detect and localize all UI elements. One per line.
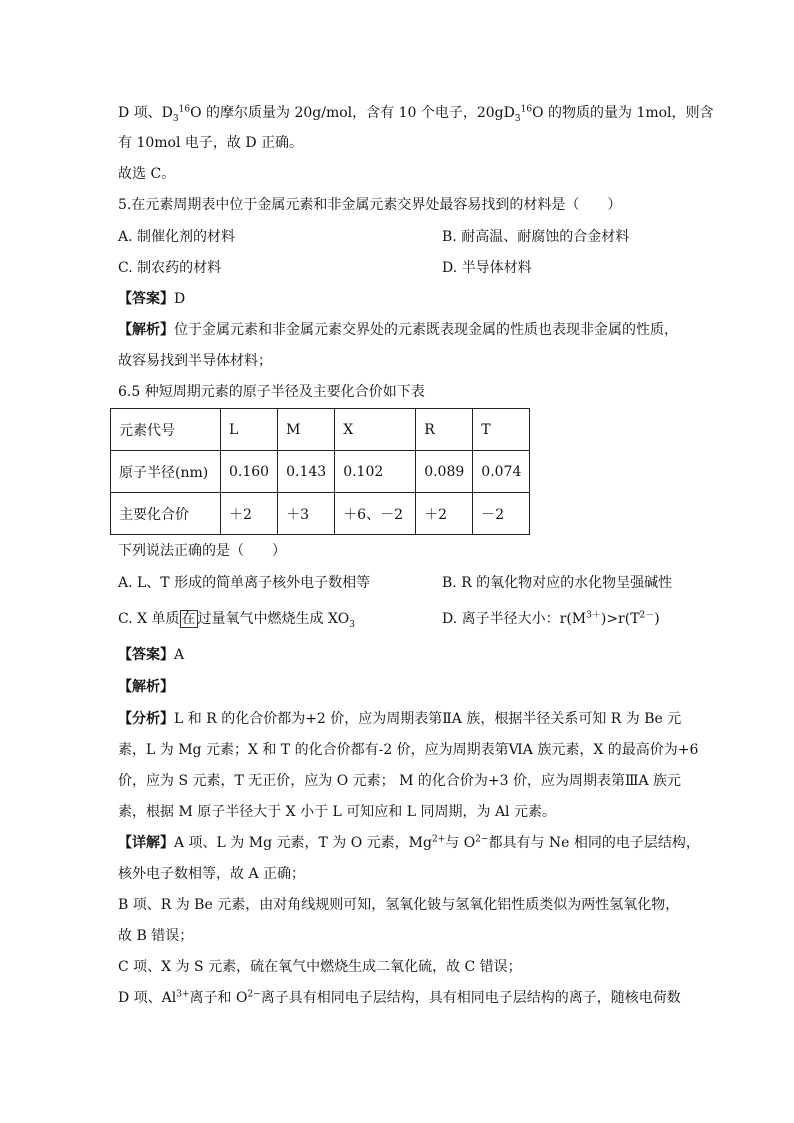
answer-value: A: [174, 647, 185, 663]
table-cell: T: [473, 409, 530, 451]
table-cell: 0.143: [278, 451, 335, 493]
element-table: [110, 408, 530, 535]
q6-option-a: A. L、T 形成的简单离子核外电子数相等: [118, 575, 371, 591]
subscript: 3: [514, 113, 521, 124]
table-cell: 元素代号: [111, 409, 221, 451]
q5-option-a: A. 制催化剂的材料: [118, 229, 236, 245]
table-cell: 0.089: [416, 451, 473, 493]
analysis-label: 【解析】: [118, 322, 174, 338]
table-cell: 主要化合价: [111, 493, 221, 535]
table-row: [111, 493, 530, 535]
analysis-text: 位于金属元素和非金属元素交界处的元素既表现金属的性质也表现非金属的性质，: [174, 322, 678, 338]
q5-stem: 5.在元素周期表中位于金属元素和非金属元素交界处最容易找到的材料是（ ）: [118, 197, 622, 213]
table-cell: 0.160: [221, 451, 278, 493]
q5-answer: [118, 289, 185, 309]
subscript: 3: [349, 619, 355, 630]
q6-option-b: B. R 的氧化物对应的水化物呈强碱性: [442, 575, 673, 591]
text: 与 O: [445, 835, 476, 851]
d-analysis-line-2: 有 10mol 电子，故 D 正确。: [118, 135, 304, 151]
table-cell: 原子半径(nm): [111, 451, 221, 493]
q6-fenxi-1: [118, 709, 681, 729]
fenxi-label: 【分析】: [118, 711, 174, 727]
xiangjie-label: 【详解】: [118, 835, 174, 851]
text: ): [654, 611, 660, 627]
q6-xiangjie-a1: [118, 833, 700, 853]
superscript: 16: [178, 104, 191, 115]
superscript: 16: [520, 104, 533, 115]
q6-xiangjie-a2: 核外电子数相等，故 A 正确；: [118, 866, 306, 882]
table-cell: L: [221, 409, 278, 451]
text: 过量氧气中燃烧生成 XO: [197, 611, 350, 627]
q6-fenxi-3: 价，应为 S 元素，T 无正价，应为 O 元素； M 的化合价为+3 价，应为周期表第ⅢA 族元: [118, 773, 682, 789]
q6-xiangjie-c: C 项、X 为 S 元素，硫在氧气中燃烧生成二氧化硫，故 C 错误；: [118, 959, 522, 975]
text: L 和 R 的化合价都为+2 价，应为周期表第ⅡA 族，根据半径关系可知 R 为 Be 元: [174, 711, 682, 727]
superscript: 2−: [247, 989, 261, 1000]
text: D. 离子半径大小：r(M: [442, 611, 587, 627]
superscript: 2－: [639, 610, 655, 621]
superscript: 2−: [475, 834, 489, 845]
superscript: 3+: [176, 989, 190, 1000]
answer-value: D: [174, 291, 186, 307]
superscript: 3＋: [586, 610, 601, 621]
table-cell: ＋2: [221, 493, 278, 535]
q6-answer: [118, 645, 184, 665]
subscript: 3: [172, 113, 179, 124]
text: 都具有与 Ne 相同的电子层结构，: [488, 835, 700, 851]
q5-option-c: C. 制农药的材料: [118, 260, 222, 276]
text: 离子具有相同电子层结构，具有相同电子层结构的离子，随核电荷数: [260, 990, 681, 1006]
text: D 项、Al: [118, 990, 177, 1006]
text: )>r(T: [600, 611, 640, 627]
text: 离子和 O: [189, 990, 248, 1006]
q6-xiangjie-d: [118, 988, 681, 1008]
q6-option-c: [118, 609, 355, 629]
table-row: [111, 451, 530, 493]
table-cell: ＋3: [278, 493, 335, 535]
table-header-row: [111, 409, 530, 451]
table-cell: ＋6、－2: [335, 493, 416, 535]
table-cell: X: [335, 409, 416, 451]
analysis-label: 【解析】: [118, 679, 174, 695]
table-cell: R: [416, 409, 473, 451]
q6-xiangjie-b2: 故 B 错误；: [118, 928, 194, 944]
q6-fenxi-2: 素，L 为 Mg 元素；X 和 T 的化合价都有-2 价，应为周期表第ⅥA 族元素，X 的最高价为+6: [118, 742, 699, 758]
q5-option-d: D. 半导体材料: [442, 260, 532, 276]
table-cell: 0.074: [473, 451, 530, 493]
select-conclusion: 故选 C。: [118, 166, 176, 182]
d-analysis-line-1: [118, 103, 714, 123]
answer-label: 【答案】: [118, 291, 174, 307]
q5-option-b: B. 耐高温、耐腐蚀的合金材料: [442, 229, 630, 245]
text: D 项、D: [118, 105, 173, 121]
q6-xiangjie-b1: B 项、R 为 Be 元素，由对角线规则可知，氢氧化铍与氢氧化铝性质类似为两性氢氧化物，: [118, 897, 680, 913]
superscript: 2+: [431, 834, 446, 845]
answer-label: 【答案】: [118, 647, 174, 663]
q6-stem: 6.5 种短周期元素的原子半径及主要化合价如下表: [118, 384, 425, 400]
text: A 项、L 为 Mg 元素，T 为 O 元素，Mg: [174, 835, 432, 851]
q6-fenxi-4: 素，根据 M 原子半径大于 X 小于 L 可知应和 L 同周期，为 Al 元素。: [118, 804, 556, 820]
q6-question: 下列说法正确的是（ ）: [118, 543, 286, 559]
text: C. X 单质: [118, 611, 180, 627]
table-cell: －2: [473, 493, 530, 535]
q5-analysis-1: [118, 320, 678, 340]
text: O 的物质的量为 1mol，则含: [532, 105, 714, 121]
q5-analysis-2: 故容易找到半导体材料；: [118, 353, 272, 369]
table-cell: M: [278, 409, 335, 451]
text: O 的摩尔质量为 20g/mol，含有 10 个电子，20gD: [190, 105, 515, 121]
q6-option-d: [442, 609, 660, 629]
table-cell: 0.102: [335, 451, 416, 493]
table-cell: ＋2: [416, 493, 473, 535]
q6-analysis-heading: [118, 677, 174, 697]
boxed-char: 在: [181, 611, 196, 627]
